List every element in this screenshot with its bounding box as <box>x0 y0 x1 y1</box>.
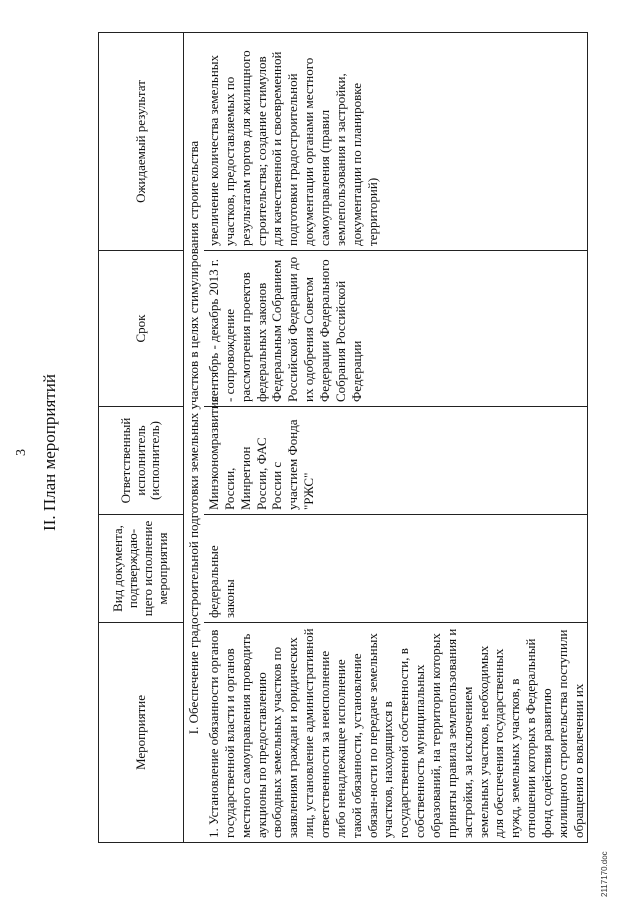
cell-deadline: сентябрь - декабрь 2013 г. - сопровождение рассмотрения проектов федеральных законов Федеральным Собранием Российской Федерации до их одобрения Советом Федерации Федерального Собрания Российской Федерации <box>204 251 587 407</box>
header-executor: Ответственный исполнитель (исполнитель) <box>99 407 184 515</box>
table-row <box>204 33 587 843</box>
header-measure: Мероприятие <box>99 623 184 843</box>
cell-measure: 1. Установление обязанности органов государственной власти и органов местного самоуправления проводить аукционы по предоставлению свободных земельных участков по заявлениям граждан и юридических лиц, установление административной ответственности за неисполнение либо ненадлежащее исполнение такой обязанности, установление обязан-ности по передаче земельных участков, находящихся в государственной собственности, в собственность муниципальных образований, на территории которых приняты правила землепользования и застройки, за исключением земельных участков, необходимых для обеспечения государственных нужд, земельных участков, в отношении которых в Федеральный фонд содействия развитию жилищного строительства поступили обращения о вовлечении их <box>204 623 587 843</box>
section-subheading: I. Обеспечение градостроительной подготовки земельных участков в целях стимулирования строительства <box>184 33 205 843</box>
cell-executor: Минэкономразвития России, Минрегион России, ФАС России с участием Фонда "РЖС" <box>204 407 587 515</box>
header-doc-type: Вид документа, подтверждаю-щего исполнение мероприятия <box>99 515 184 623</box>
section-title: II. План мероприятий <box>40 374 59 531</box>
cell-doc-type: федеральные законы <box>204 515 587 623</box>
cell-result: увеличение количества земельных участков, предоставляемых по результатам торгов для жилищного строительства; создание стимулов для качественной и своевременной подготовки градостроительной документации органами местного самоуправления (правил землепользования и застройки, документации по планировке территорий) <box>204 33 587 251</box>
header-result: Ожидаемый результат <box>99 33 184 251</box>
page-number: 3 <box>14 449 29 456</box>
table-header-row <box>99 33 184 843</box>
action-plan-table <box>98 32 588 843</box>
header-deadline: Срок <box>99 251 184 407</box>
subheading-row <box>184 33 205 843</box>
document-id: 2117170.doc <box>600 851 609 897</box>
